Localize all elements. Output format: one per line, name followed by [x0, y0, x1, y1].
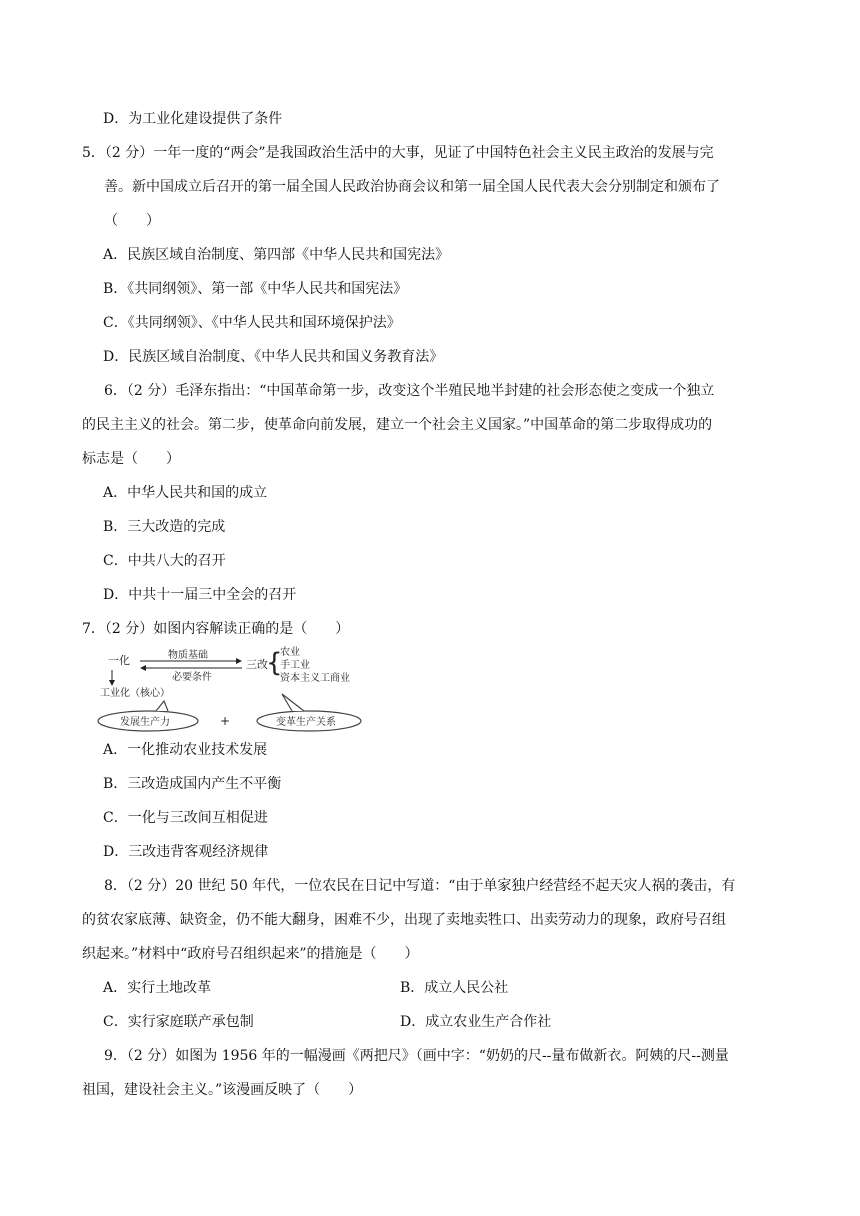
q5-option-a: A．民族区域自治制度、第四部《中华人民共和国宪法》: [103, 247, 450, 263]
diagram-arrow-bottom-label: 必要条件: [172, 672, 212, 683]
q8-stem-line1: 8．（2 分）20 世纪 50 年代，一位农民在日记中写道：“由于单家独户经营经不起天灾人祸的袭击，有: [104, 878, 736, 894]
q6-stem-line3: 标志是（ ）: [82, 451, 180, 467]
q6-option-b: B．三大改造的完成: [103, 519, 226, 535]
q6-option-a: A．中华人民共和国的成立: [103, 485, 268, 501]
diagram-item-agriculture: 农业: [280, 647, 300, 658]
diagram-left-label: 一化: [108, 654, 130, 667]
q5-option-b: B．《共同纲领》、第一部《中华人民共和国宪法》: [103, 281, 408, 297]
diagram-arrow-top-label: 物质基础: [168, 650, 208, 661]
q6-option-c: C．中共八大的召开: [103, 553, 226, 569]
q7-stem: 7．（2 分）如图内容解读正确的是（ ）: [82, 621, 350, 637]
diagram-bubble-relations: 变革生产关系: [276, 717, 336, 728]
q5-option-d: D．民族区域自治制度、《中华人民共和国义务教育法》: [103, 349, 444, 365]
svg-text:{: {: [266, 648, 283, 678]
q9-stem-line2: 祖国，建设社会主义。”该漫画反映了（ ）: [82, 1082, 363, 1098]
q8-option-d: D．成立农业生产合作社: [400, 1014, 552, 1030]
q4-option-d: D．为工业化建设提供了条件: [103, 111, 283, 127]
diagram-right-label: 三改: [246, 658, 268, 671]
q9-stem-line1: 9．（2 分）如图为 1956 年的一幅漫画《两把尺》（画中字：“奶奶的尺--量布做新衣。阿姨的尺--测量: [104, 1048, 729, 1064]
q7-option-d: D．三改违背客观经济规律: [103, 844, 269, 860]
q6-option-d: D．中共十一届三中全会的召开: [103, 587, 297, 603]
q8-stem-line2: 的贫农家底薄、缺资金，仍不能大翻身，困难不少，出现了卖地卖牲口、出卖劳动力的现象，政府号召组: [82, 912, 726, 928]
q5-stem-line3: （ ）: [104, 213, 160, 229]
diagram-item-commerce: 资本主义工商业: [280, 673, 350, 684]
q5-option-c: C．《共同纲领》、《中华人民共和国环境保护法》: [103, 315, 401, 331]
q7-option-a: A．一化推动农业技术发展: [103, 742, 268, 758]
q7-option-c: C．一化与三改间互相促进: [103, 810, 268, 826]
q6-stem-line1: 6．（2 分）毛泽东指出：“中国革命第一步，改变这个半殖民地半封建的社会形态使之变成一个独立: [104, 383, 715, 399]
diagram-plus: +: [220, 714, 231, 728]
q8-option-a: A．实行土地改革: [103, 980, 212, 996]
diagram-item-handicraft: 手工业: [280, 660, 310, 671]
diagram-core-label: 工业化（核心）: [100, 688, 170, 699]
q7-option-b: B．三改造成国内产生不平衡: [103, 776, 282, 792]
diagram-bubble-productivity: 发展生产力: [120, 717, 170, 728]
q7-diagram: [96, 646, 366, 732]
q8-option-b: B．成立人民公社: [400, 980, 509, 996]
q6-stem-line2: 的民主主义的社会。第二步，使革命向前发展，建立一个社会主义国家。”中国革命的第二步取得成功的: [82, 417, 713, 433]
q5-stem-line2: 善。新中国成立后召开的第一届全国人民政治协商会议和第一届全国人民代表大会分别制定和颁布了: [104, 179, 720, 195]
q8-stem-line3: 织起来。”材料中“政府号召组织起来”的措施是（ ）: [82, 946, 419, 962]
q8-option-c: C．实行家庭联产承包制: [103, 1014, 254, 1030]
q5-stem-line1: 5．（2 分）一年一度的“两会”是我国政治生活中的大事，见证了中国特色社会主义民主政治的发展与完: [82, 145, 714, 161]
